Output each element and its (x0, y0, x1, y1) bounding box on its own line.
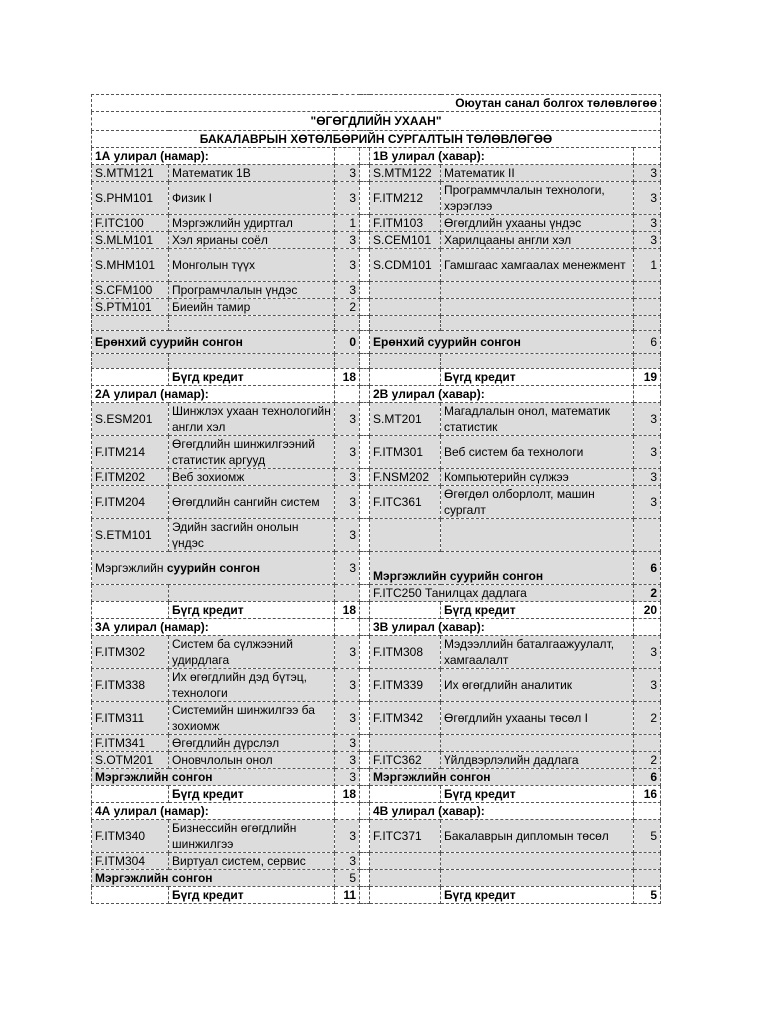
course-credit: 1 (634, 249, 661, 282)
course-name: Веб зохиомж (169, 469, 335, 486)
course-name: Өгөгдлийн ухааны төсөл I (441, 702, 634, 735)
elective-label: Ерөнхий суурийн сонгон (370, 331, 634, 354)
course-credit: 3 (335, 853, 360, 870)
course-code: S.MHM101 (92, 249, 169, 282)
course-name: Математик 1В (169, 165, 335, 182)
course-code: S.MTM121 (92, 165, 169, 182)
course-code: F.ITC361 (370, 486, 441, 519)
course-credit: 2 (335, 299, 360, 316)
curriculum-table (91, 94, 661, 904)
elective-bold: суурийн сонгон (166, 560, 261, 575)
total-credit-value: 20 (634, 602, 661, 619)
total-credit-label: Бүгд кредит (169, 369, 335, 386)
course-credit: 1 (335, 215, 360, 232)
course-code: F.ITM339 (370, 669, 441, 702)
elective-label: Мэргэжлийн сонгон (370, 769, 634, 786)
course-code: S.MLM101 (92, 232, 169, 249)
course-credit: 3 (335, 436, 360, 469)
course-code: F.ITM311 (92, 702, 169, 735)
course-code: S.CFM100 (92, 282, 169, 299)
course-credit: 2 (634, 702, 661, 735)
elective-label (92, 552, 335, 585)
table-row (92, 232, 661, 249)
course-code: F.ITM301 (370, 436, 441, 469)
course-name: Харилцааны англи хэл (441, 232, 634, 249)
course-name: Программчлалын технологи, хэрэглээ (441, 182, 634, 215)
course-code: F.ITM340 (92, 820, 169, 853)
course-credit: 3 (634, 436, 661, 469)
course-name: Систем ба сүлжээний удирдлага (169, 636, 335, 669)
course-code: F.ITM341 (92, 735, 169, 752)
course-name: Өгөгдлийн дүрслэл (169, 735, 335, 752)
total-credit-value: 18 (335, 369, 360, 386)
elective-label: Мэргэжлийн сонгон (92, 870, 335, 887)
table-row (92, 469, 661, 486)
course-code: F.ITC362 (370, 752, 441, 769)
total-credit-value: 18 (335, 786, 360, 803)
course-credit: 3 (634, 403, 661, 436)
course-code: F.ITM214 (92, 436, 169, 469)
course-code: F.ITC371 (370, 820, 441, 853)
total-credit-label: Бүгд кредит (441, 602, 634, 619)
table-row (92, 282, 661, 299)
course-name: Үйлдвэрлэлийн дадлага (441, 752, 634, 769)
elective-prefix: Мэргэжлийн (95, 560, 164, 575)
course-credit: 3 (634, 486, 661, 519)
course-credit: 3 (634, 469, 661, 486)
course-credit: 3 (335, 165, 360, 182)
course-code: F.ITM342 (370, 702, 441, 735)
course-credit: 3 (335, 403, 360, 436)
course-name: Бакалаврын дипломын төсөл (441, 820, 634, 853)
course-credit: 3 (634, 669, 661, 702)
semester-heading-2b: 2В улирал (хавар): (370, 386, 634, 403)
semester-heading-1b: 1В улирал (хавар): (370, 148, 634, 165)
course-credit: 3 (634, 165, 661, 182)
elective-credit: 3 (335, 769, 360, 786)
course-code: S.ETM101 (92, 519, 169, 552)
course-credit: 3 (634, 215, 661, 232)
table-row (92, 636, 661, 669)
course-code: S.OTM201 (92, 752, 169, 769)
course-code: F.ITM308 (370, 636, 441, 669)
course-credit: 3 (634, 636, 661, 669)
course-code: F.ITM103 (370, 215, 441, 232)
total-credit-label: Бүгд кредит (169, 602, 335, 619)
table-row (92, 165, 661, 182)
course-credit: 3 (335, 469, 360, 486)
semester-heading-2a: 2А улирал (намар): (92, 386, 335, 403)
elective-label: Мэргэжлийн сонгон (92, 769, 335, 786)
total-credit-value: 18 (335, 602, 360, 619)
table-row (92, 853, 661, 870)
course-code: S.MT201 (370, 403, 441, 436)
course-code: F.ITM204 (92, 486, 169, 519)
course-name: Хэл ярианы соёл (169, 232, 335, 249)
practice-course: F.ITC250 Танилцах дадлага (370, 585, 634, 602)
course-name: Магадлалын онол, математик статистик (441, 403, 634, 436)
elective-credit: 5 (335, 870, 360, 887)
course-credit: 3 (335, 669, 360, 702)
table-row (92, 403, 661, 436)
total-credit-value: 5 (634, 887, 661, 904)
course-name: Их өгөгдлийн дэд бүтэц, технологи (169, 669, 335, 702)
course-code: S.CEM101 (370, 232, 441, 249)
course-name: Оновчлолын онол (169, 752, 335, 769)
table-row (92, 299, 661, 316)
elective-credit: 3 (335, 552, 360, 585)
course-name: Веб систем ба технологи (441, 436, 634, 469)
course-code: F.ITC100 (92, 215, 169, 232)
course-credit: 3 (634, 232, 661, 249)
semester-heading-1a: 1А улирал (намар): (92, 148, 335, 165)
course-credit: 3 (335, 752, 360, 769)
course-credit: 3 (335, 519, 360, 552)
course-credit: 3 (335, 282, 360, 299)
course-name: Их өгөгдлийн аналитик (441, 669, 634, 702)
course-name: Физик I (169, 182, 335, 215)
elective-label: Мэргэжлийн суурийн сонгон (370, 552, 634, 585)
course-name: Виртуал систем, сервис (169, 853, 335, 870)
course-credit: 3 (335, 232, 360, 249)
course-code: F.ITM212 (370, 182, 441, 215)
table-row (92, 182, 661, 215)
course-name: Өгөгдлийн ухааны үндэс (441, 215, 634, 232)
elective-credit: 6 (634, 552, 661, 585)
total-credit-label: Бүгд кредит (169, 887, 335, 904)
course-name: Бизнессийн өгөгдлийн шинжилгээ (169, 820, 335, 853)
course-credit: 3 (335, 486, 360, 519)
total-credit-label: Бүгд кредит (441, 786, 634, 803)
course-code: F.ITM304 (92, 853, 169, 870)
course-name: Өгөгдөл олборлолт, машин сургалт (441, 486, 634, 519)
total-credit-label: Бүгд кредит (441, 369, 634, 386)
table-row (92, 249, 661, 282)
course-name: Эдийн засгийн онолын үндэс (169, 519, 335, 552)
course-name: Биеийн тамир (169, 299, 335, 316)
course-credit: 3 (335, 182, 360, 215)
semester-heading-4b: 4В улирал (хавар): (370, 803, 634, 820)
table-row (92, 669, 661, 702)
course-code: S.PTM101 (92, 299, 169, 316)
course-name: Өгөгдлийн сангийн систем (169, 486, 335, 519)
course-code: S.PHM101 (92, 182, 169, 215)
course-name: Програмчлалын үндэс (169, 282, 335, 299)
semester-heading-3a: 3А улирал (намар): (92, 619, 335, 636)
elective-credit: 0 (335, 331, 360, 354)
course-code: S.MTM122 (370, 165, 441, 182)
course-name: Математик II (441, 165, 634, 182)
table-row (92, 735, 661, 752)
course-credit: 5 (634, 820, 661, 853)
table-row (92, 752, 661, 769)
semester-heading-3b: 3В улирал (хавар): (370, 619, 634, 636)
course-name: Гамшгаас хамгаалах менежмент (441, 249, 634, 282)
course-credit: 3 (335, 735, 360, 752)
course-credit: 3 (634, 182, 661, 215)
table-row (92, 702, 661, 735)
course-name: Шинжлэх ухаан технологийн англи хэл (169, 403, 335, 436)
plan-title: БАКАЛАВРЫН ХӨТӨЛБӨРИЙН СУРГАЛТЫН ТӨЛӨВЛӨГӨӨ (92, 131, 661, 148)
course-name: Мэргэжлийн удиртгал (169, 215, 335, 232)
table-row (92, 519, 661, 552)
elective-credit: 6 (634, 331, 661, 354)
elective-credit: 6 (634, 769, 661, 786)
course-credit: 3 (335, 636, 360, 669)
course-code: F.NSM202 (370, 469, 441, 486)
course-code: S.ESM201 (92, 403, 169, 436)
course-code: F.ITM302 (92, 636, 169, 669)
course-name: Монголын түүх (169, 249, 335, 282)
course-code: S.CDM101 (370, 249, 441, 282)
course-credit: 3 (335, 249, 360, 282)
total-credit-value: 11 (335, 887, 360, 904)
total-credit-value: 19 (634, 369, 661, 386)
course-credit: 3 (335, 820, 360, 853)
practice-credit: 2 (634, 585, 661, 602)
total-credit-label: Бүгд кредит (169, 786, 335, 803)
course-name: Мэдээллийн баталгаажуулалт, хамгаалалт (441, 636, 634, 669)
table-row (92, 486, 661, 519)
table-row (92, 820, 661, 853)
table-row (92, 436, 661, 469)
course-credit: 2 (634, 752, 661, 769)
program-title: "ӨГӨГДЛИЙН УХААН" (92, 112, 661, 131)
course-credit: 3 (335, 702, 360, 735)
course-code: F.ITM338 (92, 669, 169, 702)
curriculum-document (91, 94, 660, 904)
course-name: Өгөгдлийн шинжилгээний статистик аргууд (169, 436, 335, 469)
course-code: F.ITM202 (92, 469, 169, 486)
total-credit-value: 16 (634, 786, 661, 803)
total-credit-label: Бүгд кредит (441, 887, 634, 904)
course-name: Системийн шинжилгээ ба зохиомж (169, 702, 335, 735)
course-name: Компьютерийн сүлжээ (441, 469, 634, 486)
table-row (92, 215, 661, 232)
semester-heading-4a: 4А улирал (намар): (92, 803, 335, 820)
document-subtitle: Оюутан санал болгох төлөвлөгөө (92, 95, 661, 112)
elective-label: Ерөнхий суурийн сонгон (92, 331, 335, 354)
